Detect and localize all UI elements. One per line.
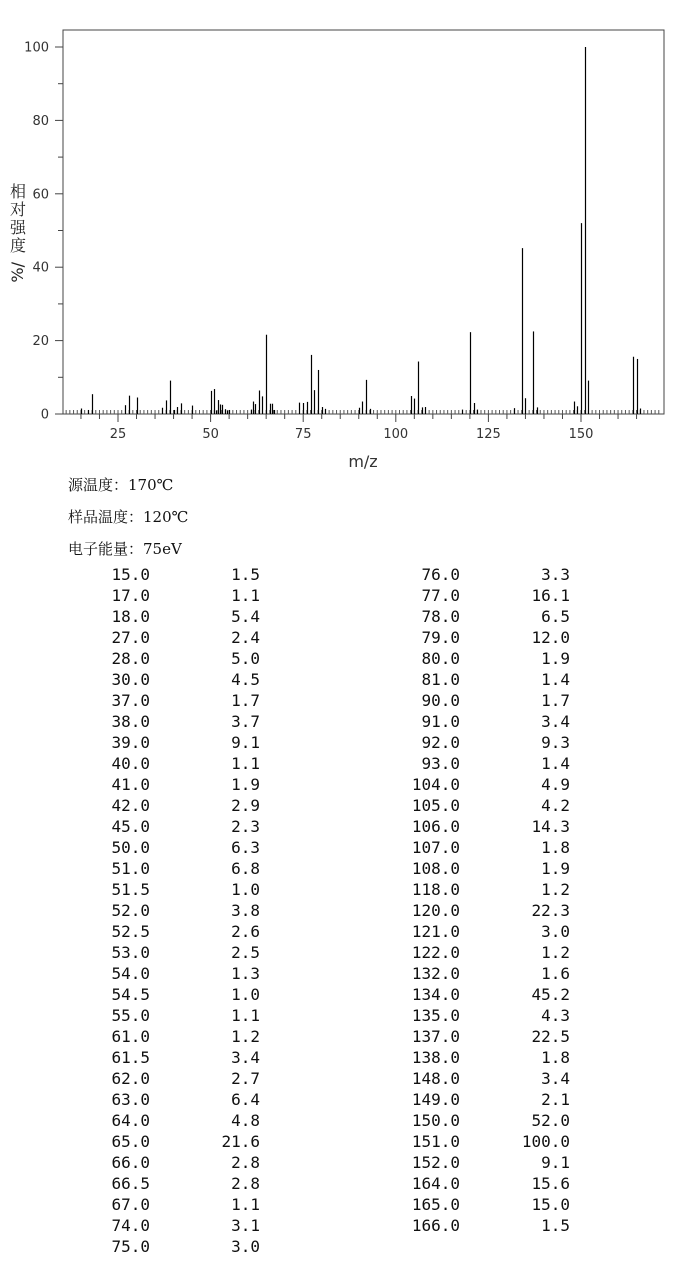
mz-value: 18.0 (111, 607, 150, 626)
abundance-value: 1.8 (541, 838, 570, 857)
abundance-value: 2.6 (231, 922, 260, 941)
mz-value: 67.0 (111, 1195, 150, 1214)
abundance-value: 3.0 (231, 1237, 260, 1256)
mz-value: 27.0 (111, 628, 150, 647)
table-row (0, 858, 300, 879)
table-row (300, 984, 600, 1005)
abundance-value: 6.5 (541, 607, 570, 626)
abundance-value: 2.9 (231, 796, 260, 815)
table-row (300, 1131, 600, 1152)
abundance-value: 1.4 (541, 670, 570, 689)
abundance-value: 1.7 (541, 691, 570, 710)
mz-value: 51.0 (111, 859, 150, 878)
abundance-value: 3.7 (231, 712, 260, 731)
mz-value: 105.0 (411, 796, 460, 815)
mz-value: 92.0 (421, 733, 460, 752)
abundance-value: 22.3 (531, 901, 570, 920)
mz-value: 122.0 (411, 943, 460, 962)
mz-value: 135.0 (411, 1006, 460, 1025)
mz-value: 42.0 (111, 796, 150, 815)
table-row (300, 1047, 600, 1068)
table-row (0, 1173, 300, 1194)
mz-value: 45.0 (111, 817, 150, 836)
table-row (300, 1068, 600, 1089)
table-row (0, 837, 300, 858)
table-row (300, 627, 600, 648)
mz-value: 90.0 (421, 691, 460, 710)
plot-frame (63, 30, 664, 414)
abundance-value: 1.4 (541, 754, 570, 773)
y-axis-label-char-2: 对 (9, 200, 27, 219)
abundance-value: 1.1 (231, 754, 260, 773)
y-axis-label-unit: %/ (8, 262, 27, 283)
electron-energy-value: 75eV (143, 540, 182, 558)
mz-value: 121.0 (411, 922, 460, 941)
abundance-value: 6.8 (231, 859, 260, 878)
abundance-value: 1.9 (231, 775, 260, 794)
table-row (0, 585, 300, 606)
mz-value: 61.0 (111, 1027, 150, 1046)
abundance-value: 2.4 (231, 628, 260, 647)
abundance-value: 3.4 (541, 1069, 570, 1088)
table-row (0, 816, 300, 837)
table-row (300, 732, 600, 753)
mz-value: 148.0 (411, 1069, 460, 1088)
table-row (300, 963, 600, 984)
table-row (0, 606, 300, 627)
table-row (300, 1089, 600, 1110)
table-row (0, 1215, 300, 1236)
mz-value: 66.0 (111, 1153, 150, 1172)
table-row (0, 879, 300, 900)
mz-value: 118.0 (411, 880, 460, 899)
abundance-value: 1.0 (231, 985, 260, 1004)
mz-value: 120.0 (411, 901, 460, 920)
table-row (300, 648, 600, 669)
y-tick-label: 100 (24, 40, 49, 56)
mz-value: 39.0 (111, 733, 150, 752)
abundance-value: 15.6 (531, 1174, 570, 1193)
abundance-value: 1.8 (541, 1048, 570, 1067)
table-row (0, 711, 300, 732)
mz-value: 152.0 (411, 1153, 460, 1172)
mz-value: 165.0 (411, 1195, 460, 1214)
abundance-value: 1.3 (231, 964, 260, 983)
abundance-value: 4.3 (541, 1006, 570, 1025)
table-row (300, 1194, 600, 1215)
abundance-value: 1.5 (541, 1216, 570, 1235)
table-row (300, 1026, 600, 1047)
y-axis-label-char-1: 相 (9, 182, 27, 201)
mass-spectrum-chart (0, 0, 684, 470)
table-row (0, 1005, 300, 1026)
table-row (0, 1131, 300, 1152)
abundance-value: 1.6 (541, 964, 570, 983)
table-row (300, 837, 600, 858)
x-tick-label: 75 (294, 427, 312, 442)
table-row (0, 900, 300, 921)
table-row (0, 1236, 300, 1257)
table-row (0, 753, 300, 774)
mz-value: 132.0 (411, 964, 460, 983)
abundance-value: 2.1 (541, 1090, 570, 1109)
mz-value: 134.0 (411, 985, 460, 1004)
mz-value: 80.0 (421, 649, 460, 668)
abundance-value: 5.0 (231, 649, 260, 668)
table-row (300, 879, 600, 900)
abundance-value: 12.0 (531, 628, 570, 647)
mz-value: 52.5 (111, 922, 150, 941)
peak-bars (82, 47, 641, 414)
table-row (300, 1215, 600, 1236)
abundance-value: 1.1 (231, 1195, 260, 1214)
peak-table-right (300, 564, 600, 1236)
mz-value: 65.0 (111, 1132, 150, 1151)
mz-value: 107.0 (411, 838, 460, 857)
y-axis (24, 41, 63, 423)
y-axis-label (8, 182, 27, 283)
peak-table-left (0, 564, 300, 1257)
mz-value: 108.0 (411, 859, 460, 878)
abundance-value: 2.5 (231, 943, 260, 962)
mz-value: 62.0 (111, 1069, 150, 1088)
sample-temperature-label: 样品温度： (68, 508, 144, 526)
mz-value: 78.0 (421, 607, 460, 626)
abundance-value: 1.1 (231, 586, 260, 605)
table-row (300, 858, 600, 879)
mz-value: 50.0 (111, 838, 150, 857)
table-row (0, 1026, 300, 1047)
table-row (0, 942, 300, 963)
abundance-value: 3.0 (541, 922, 570, 941)
mz-value: 75.0 (111, 1237, 150, 1256)
sample-temperature-value: 120℃ (143, 508, 189, 526)
x-tick-label: 100 (383, 427, 409, 442)
abundance-value: 9.1 (541, 1153, 570, 1172)
x-tick-label: 25 (109, 427, 127, 442)
mz-value: 28.0 (111, 649, 150, 668)
table-row (0, 963, 300, 984)
abundance-value: 1.9 (541, 859, 570, 878)
x-tick-label: 125 (475, 427, 501, 442)
table-row (0, 732, 300, 753)
mz-value: 149.0 (411, 1090, 460, 1109)
abundance-value: 3.4 (231, 1048, 260, 1067)
abundance-value: 1.5 (231, 565, 260, 584)
mz-value: 52.0 (111, 901, 150, 920)
mz-value: 77.0 (421, 586, 460, 605)
abundance-value: 1.7 (231, 691, 260, 710)
table-row (300, 900, 600, 921)
mz-value: 76.0 (421, 565, 460, 584)
abundance-value: 5.4 (231, 607, 260, 626)
abundance-value: 9.3 (541, 733, 570, 752)
source-temperature (68, 474, 173, 495)
abundance-value: 6.3 (231, 838, 260, 857)
abundance-value: 1.2 (541, 880, 570, 899)
table-row (0, 921, 300, 942)
abundance-value: 100.0 (521, 1132, 570, 1151)
abundance-value: 4.5 (231, 670, 260, 689)
table-row (0, 690, 300, 711)
abundance-value: 9.1 (231, 733, 260, 752)
table-row (0, 648, 300, 669)
table-row (300, 1005, 600, 1026)
abundance-value: 2.8 (231, 1174, 260, 1193)
table-row (300, 669, 600, 690)
y-tick-label: 0 (40, 407, 49, 423)
table-row (0, 1047, 300, 1068)
mz-value: 30.0 (111, 670, 150, 689)
electron-energy (68, 538, 182, 559)
mz-value: 63.0 (111, 1090, 150, 1109)
abundance-value: 6.4 (231, 1090, 260, 1109)
abundance-value: 15.0 (531, 1195, 570, 1214)
mz-value: 61.5 (111, 1048, 150, 1067)
mz-value: 53.0 (111, 943, 150, 962)
table-row (300, 564, 600, 585)
mz-value: 104.0 (411, 775, 460, 794)
y-axis-label-char-3: 强 (9, 218, 27, 237)
abundance-value: 1.2 (541, 943, 570, 962)
abundance-value: 1.2 (231, 1027, 260, 1046)
table-row (300, 1152, 600, 1173)
table-row (0, 1152, 300, 1173)
x-tick-label: 150 (568, 427, 594, 442)
mz-value: 15.0 (111, 565, 150, 584)
abundance-value: 1.9 (541, 649, 570, 668)
table-row (300, 1173, 600, 1194)
mz-value: 51.5 (111, 880, 150, 899)
table-row (0, 984, 300, 1005)
mz-value: 41.0 (111, 775, 150, 794)
abundance-value: 3.3 (541, 565, 570, 584)
abundance-value: 21.6 (221, 1132, 260, 1151)
mz-value: 106.0 (411, 817, 460, 836)
mz-value: 79.0 (421, 628, 460, 647)
abundance-value: 52.0 (531, 1111, 570, 1130)
mz-value: 54.0 (111, 964, 150, 983)
table-row (0, 669, 300, 690)
abundance-value: 4.9 (541, 775, 570, 794)
y-tick-label: 60 (32, 187, 49, 203)
mz-value: 150.0 (411, 1111, 460, 1130)
y-tick-label: 40 (32, 260, 49, 276)
mz-value: 64.0 (111, 1111, 150, 1130)
abundance-value: 3.1 (231, 1216, 260, 1235)
abundance-value: 22.5 (531, 1027, 570, 1046)
abundance-value: 1.1 (231, 1006, 260, 1025)
table-row (300, 816, 600, 837)
table-row (300, 690, 600, 711)
y-tick-label: 20 (32, 334, 49, 350)
abundance-value: 1.0 (231, 880, 260, 899)
mz-value: 137.0 (411, 1027, 460, 1046)
mz-value: 74.0 (111, 1216, 150, 1235)
abundance-value: 3.4 (541, 712, 570, 731)
mz-value: 91.0 (421, 712, 460, 731)
abundance-value: 2.3 (231, 817, 260, 836)
mz-value: 81.0 (421, 670, 460, 689)
abundance-value: 4.2 (541, 796, 570, 815)
source-temperature-value: 170℃ (128, 476, 174, 494)
table-row (0, 1110, 300, 1131)
mz-value: 164.0 (411, 1174, 460, 1193)
table-row (300, 921, 600, 942)
table-row (300, 606, 600, 627)
table-row (0, 1194, 300, 1215)
x-axis (81, 414, 637, 442)
abundance-value: 2.7 (231, 1069, 260, 1088)
abundance-value: 4.8 (231, 1111, 260, 1130)
mz-value: 93.0 (421, 754, 460, 773)
table-row (300, 585, 600, 606)
y-tick-label: 80 (32, 113, 49, 129)
table-row (0, 627, 300, 648)
sample-temperature (68, 506, 188, 527)
abundance-value: 16.1 (531, 586, 570, 605)
table-row (0, 1068, 300, 1089)
table-row (300, 795, 600, 816)
mz-value: 55.0 (111, 1006, 150, 1025)
table-row (300, 1110, 600, 1131)
x-tick-label: 50 (202, 427, 219, 442)
table-row (300, 711, 600, 732)
x-axis-label: m/z (348, 452, 378, 470)
mz-value: 37.0 (111, 691, 150, 710)
mz-value: 38.0 (111, 712, 150, 731)
abundance-value: 3.8 (231, 901, 260, 920)
table-row (0, 1089, 300, 1110)
mz-value: 54.5 (111, 985, 150, 1004)
mz-value: 138.0 (411, 1048, 460, 1067)
mz-value: 151.0 (411, 1132, 460, 1151)
abundance-value: 14.3 (531, 817, 570, 836)
mz-value: 66.5 (111, 1174, 150, 1193)
table-row (0, 564, 300, 585)
abundance-value: 2.8 (231, 1153, 260, 1172)
y-axis-label-char-4: 度 (9, 236, 27, 255)
electron-energy-label: 电子能量： (68, 540, 144, 558)
table-row (0, 795, 300, 816)
source-temperature-label: 源温度： (68, 476, 129, 494)
table-row (300, 942, 600, 963)
mz-value: 40.0 (111, 754, 150, 773)
mz-value: 17.0 (111, 586, 150, 605)
table-row (0, 774, 300, 795)
table-row (300, 774, 600, 795)
mz-value: 166.0 (411, 1216, 460, 1235)
abundance-value: 45.2 (531, 985, 570, 1004)
table-row (300, 753, 600, 774)
